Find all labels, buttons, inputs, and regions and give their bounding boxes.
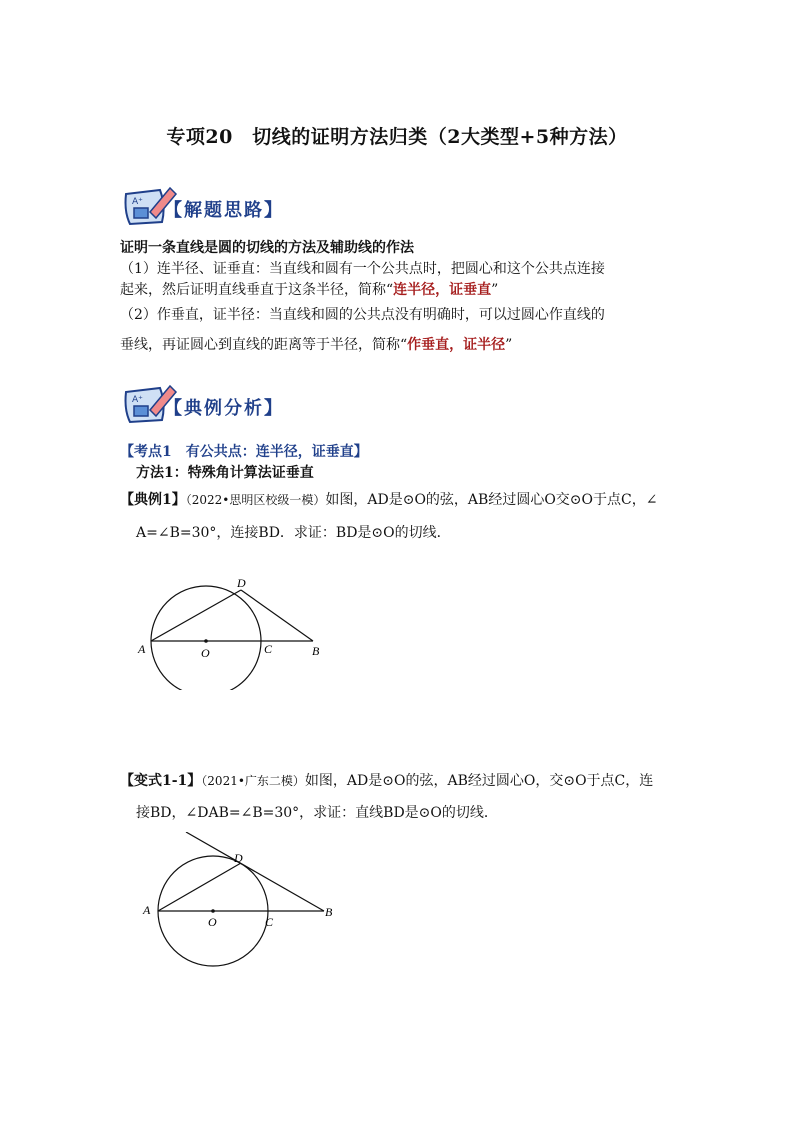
svg-text:A⁺: A⁺ (132, 395, 143, 405)
section-label-thinking: 【解题思路】 (164, 200, 284, 221)
example1-line1: 【典例1】（2022•思明区校级一模）如图，AD是⊙O的弦，AB经过圆心O交⊙O于点C，∠ (120, 492, 658, 508)
label-b: B (312, 644, 320, 658)
center-point (211, 909, 215, 913)
figure-1-circle-tangent (130, 575, 330, 690)
variant1-tag: 【变式1-1】 (120, 773, 202, 789)
point1-label: 【考点1 有公共点：连半径，证垂直】 (120, 444, 368, 460)
keyword-connect-radius: 连半径，证垂直 (393, 282, 492, 298)
thinking-p1-line1: （1）连半径、证垂直：当直线和圆有一个公共点时，把圆心和这个公共点连接 (120, 261, 605, 277)
label-o: O (208, 915, 217, 929)
thinking-p1-line2: 起来，然后证明直线垂直于这条半径，简称“连半径，证垂直” (120, 282, 499, 298)
label-d: D (234, 851, 243, 865)
thinking-p2-line2: 垂线，再证圆心到直线的距离等于半径，简称“作垂直，证半径” (120, 337, 513, 353)
label-c: C (265, 915, 274, 929)
center-point (204, 639, 208, 643)
example1-line2: A=∠B=30°，连接BD．求证：BD是⊙O的切线． (136, 525, 451, 541)
label-a: A (138, 642, 146, 656)
thinking-p2-line1: （2）作垂直，证半径：当直线和圆的公共点没有明确时，可以过圆心作直线的 (120, 307, 605, 323)
variant1-line2: 接BD，∠DAB=∠B=30°，求证：直线BD是⊙O的切线． (136, 805, 498, 821)
page-title: 专项20 切线的证明方法归类（2大类型+5种方法） (166, 126, 628, 148)
line-bd-extended (186, 832, 324, 911)
segment-bd (241, 590, 313, 641)
section-header-thinking (120, 182, 340, 230)
segment-ad (151, 590, 241, 641)
label-b: B (325, 905, 333, 919)
label-c: C (264, 642, 273, 656)
thinking-heading: 证明一条直线是圆的切线的方法及辅助线的作法 (120, 240, 414, 256)
label-d: D (237, 576, 246, 590)
keyword-make-perpendicular: 作垂直，证半径 (407, 337, 506, 353)
example1-tag: 【典例1】 (120, 492, 186, 508)
label-a: A (143, 903, 151, 917)
section-label-examples: 【典例分析】 (164, 398, 284, 419)
section-header-examples (120, 380, 340, 428)
segment-ad (158, 863, 241, 911)
variant1-line1: 【变式1-1】（2021•广东二模）如图，AD是⊙O的弦，AB经过圆心O，交⊙O于点C，连 (120, 773, 654, 789)
circle-o (151, 586, 261, 690)
point1-method: 方法1：特殊角计算法证垂直 (136, 465, 314, 481)
figure-2-circle-tangent-line (138, 832, 348, 972)
svg-text:A⁺: A⁺ (132, 197, 143, 207)
label-o: O (201, 646, 210, 660)
